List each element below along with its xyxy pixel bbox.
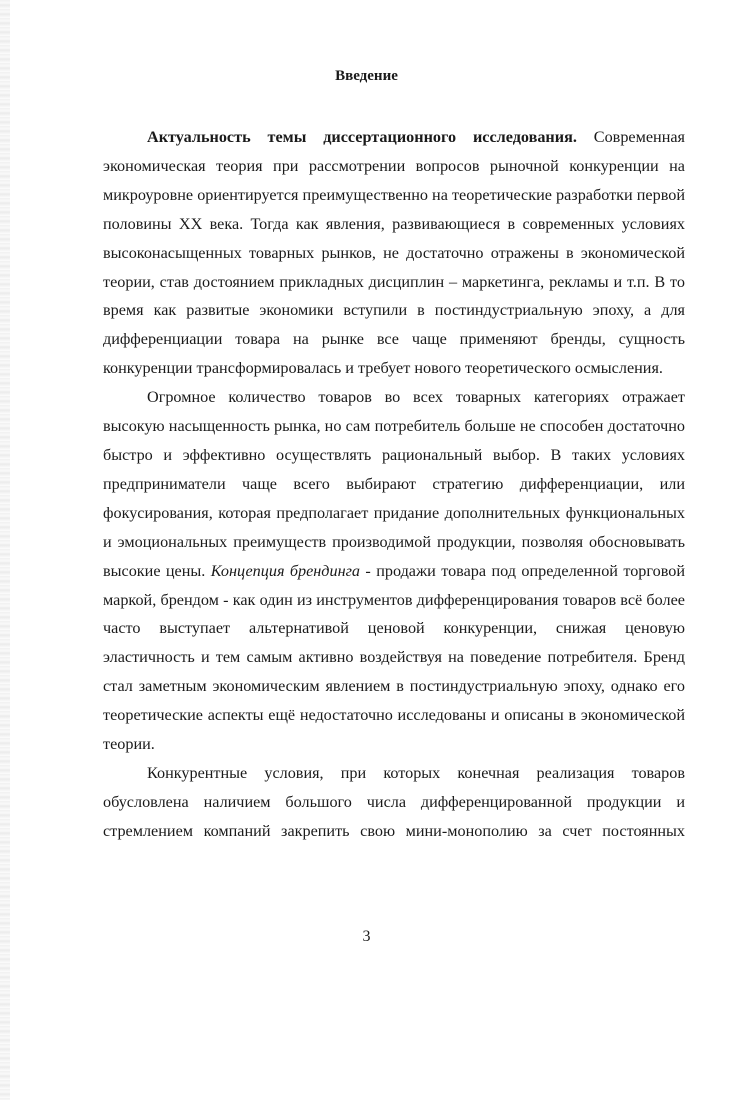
body-text: [103, 123, 685, 846]
paragraph-relevance: [103, 123, 685, 383]
paragraph-text-after: - продажи товара под определенной торговой маркой, брендом - как один из инструментов дифференцирования товаров всё более часто выступает альтернативой ценовой конкуренции, снижая ценовую эластичность и тем самым активно воздействуя на поведение потребителя. Бренд стал заметным экономическим явлением в постиндустриальную эпоху, однако его теоретические аспекты ещё недостаточно исследованы и описаны в экономической теории.: [103, 561, 686, 754]
paragraph-text: Конкурентные условия, при которых конечная реализация товаров обусловлена наличием большого числа дифференцированной продукции и стремлением компаний закрепить свою мини-монополию за счет постоянных: [103, 763, 685, 840]
page-number: 3: [362, 928, 371, 945]
paragraph-branding: [103, 383, 685, 759]
paragraph-text: Современная экономическая теория при рассмотрении вопросов рыночной конкуренции на микроуровне ориентируется преимущественно на теоретические разработки первой половины XX века. Тогда как явления, развивающиеся в современных условиях высоконасыщенных товарных рынков, не достаточно отражены в экономической теории, став достоянием прикладных дисциплин – маркетинга, рекламы и т.п. В то время как развитые экономики вступили в постиндустриальную эпоху, а для дифференциации товара на рынке все чаще применяют бренды, сущность конкуренции трансформировалась и требует нового теоретического осмысления.: [103, 128, 685, 378]
paragraph-lead: Актуальность темы диссертационного исследования.: [147, 128, 577, 146]
paragraph-italic-term: Концепция брендинга: [210, 561, 361, 580]
paragraph-text-before: Огромное количество товаров во всех товарных категориях отражает высокую насыщенность рынка, но сам потребитель больше не способен достаточно быстро и эффективно осуществлять рациональный выбор. В таких условиях предприниматели чаще всего выбирают стратегию дифференциации, или фокусирования, которая предполагает придание дополнительных функциональных и эмоциональных преимуществ производимой продукции, позволяя обосновывать высокие цены.: [103, 388, 685, 580]
paragraph-competition: [103, 759, 685, 846]
section-heading: Введение: [335, 68, 398, 84]
